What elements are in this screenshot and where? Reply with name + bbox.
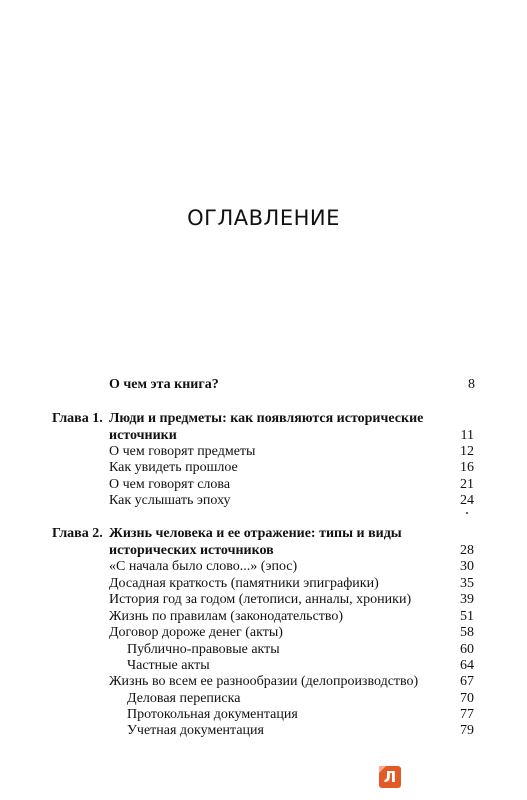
toc-subitem-title: Частные акты	[127, 658, 210, 673]
toc-subitem-page: 79	[460, 723, 474, 738]
chapter-2-page: 28	[460, 543, 474, 558]
toc-item-page: 67	[460, 674, 474, 689]
logo-glyph: Л	[383, 768, 397, 786]
scan-mark	[466, 512, 468, 514]
toc-item-title: Досадная краткость (памятники эпиграфики)	[109, 576, 379, 591]
toc-subitem-title: Учетная документация	[127, 723, 264, 738]
toc-item-title: О чем говорят слова	[109, 477, 231, 492]
toc-item-page: 12	[460, 444, 474, 459]
toc-item-title: О чем говорят предметы	[109, 444, 256, 459]
toc-subitem-title: Деловая переписка	[127, 691, 241, 706]
toc-subitem-page: 70	[460, 691, 474, 706]
toc-subitem-page: 77	[460, 707, 474, 722]
chapter-1-title-line1: Люди и предметы: как появляются исторические	[109, 411, 424, 426]
toc-item-title: «С начала было слово...» (эпос)	[109, 559, 298, 574]
toc-item-title: Как услышать эпоху	[109, 493, 231, 508]
toc-item-page: 51	[460, 609, 474, 624]
toc-item-page: 30	[460, 559, 474, 574]
toc-item-page: 21	[460, 477, 474, 492]
toc-item-page: 39	[460, 592, 474, 607]
toc-intro-page: 8	[468, 377, 475, 392]
toc-item-title: Жизнь во всем ее разнообразии (делопроизводство)	[109, 674, 419, 689]
toc-item-title: Договор дороже денег (акты)	[109, 625, 283, 640]
chapter-2-label: Глава 2.	[52, 526, 103, 541]
chapter-2-title-line2: исторических источников	[109, 543, 274, 558]
toc-item-title: Жизнь по правилам (законодательство)	[109, 609, 344, 624]
toc-item-page: 24	[460, 493, 474, 508]
toc-item-title: История год за годом (летописи, анналы, хроники)	[109, 592, 412, 607]
chapter-1-page: 11	[460, 428, 474, 443]
toc-item-page: 35	[460, 576, 474, 591]
toc-subitem-title: Протокольная документация	[127, 707, 298, 722]
chapter-1-label: Глава 1.	[52, 411, 103, 426]
litres-logo-icon	[379, 766, 401, 788]
page-heading: ОГЛАВЛЕНИЕ	[187, 206, 340, 230]
toc-subitem-page: 64	[460, 658, 474, 673]
chapter-2-title-line1: Жизнь человека и ее отражение: типы и виды	[109, 526, 402, 541]
toc-subitem-title: Публично-правовые акты	[127, 642, 280, 657]
chapter-1-title-line2: источники	[109, 428, 177, 443]
toc-item-page: 58	[460, 625, 474, 640]
toc-intro-title: О чем эта книга?	[109, 377, 219, 392]
toc-item-page: 16	[460, 460, 474, 475]
toc-subitem-page: 60	[460, 642, 474, 657]
toc-item-title: Как увидеть прошлое	[109, 460, 238, 475]
